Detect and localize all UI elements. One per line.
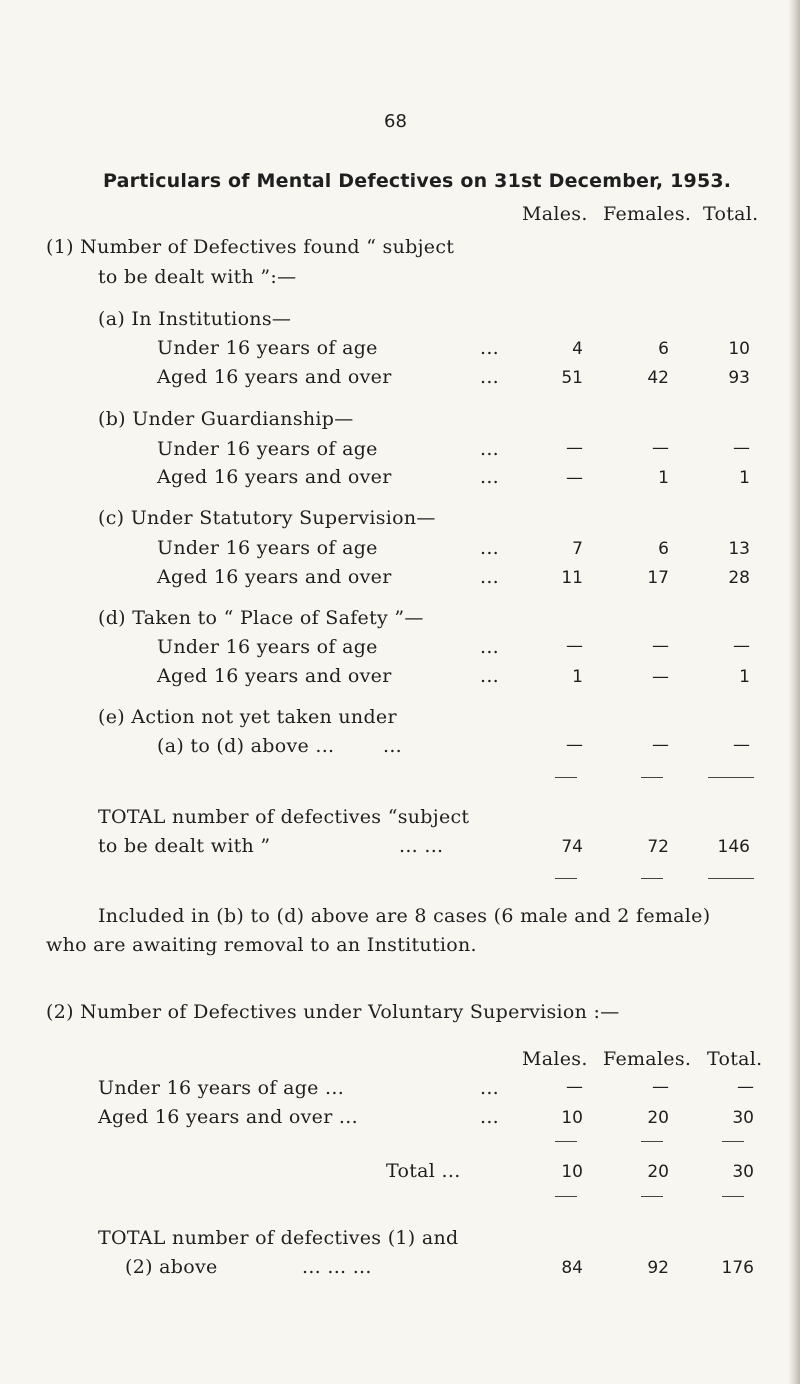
cell-males: 1 — [572, 667, 583, 687]
subsection-d-heading: (d) Taken to “ Place of Safety ”— — [98, 607, 424, 629]
cell-males: — — [566, 1077, 583, 1097]
cell-females: 6 — [658, 539, 669, 559]
sum-rule — [555, 1141, 577, 1142]
sum-rule — [641, 1141, 663, 1142]
cell-total: — — [733, 438, 750, 458]
cell-males: 10 — [561, 1162, 583, 1182]
sum-rule — [555, 777, 577, 778]
sum-rule — [641, 878, 663, 879]
cell-females: 92 — [647, 1258, 669, 1278]
row-label: Under 16 years of age ... — [98, 1077, 345, 1099]
cell-females: 72 — [647, 837, 669, 857]
note-text: Included in (b) to (d) above are 8 cases (6 male and 2 female) — [98, 905, 711, 927]
cell-total: 28 — [728, 568, 750, 588]
cell-females: 20 — [647, 1108, 669, 1128]
page-edge-shadow — [788, 0, 800, 1384]
cell-males: — — [566, 636, 583, 656]
col-header-total: Total. — [703, 203, 759, 225]
cell-total: 1 — [739, 667, 750, 687]
section1-heading-cont: to be dealt with ”:— — [98, 266, 297, 288]
row-label: Under 16 years of age — [157, 636, 378, 658]
row-leader-dots: ... — [480, 537, 500, 559]
cell-males: — — [566, 735, 583, 755]
cell-females: — — [652, 636, 669, 656]
row-leader-dots: ... — [383, 735, 403, 757]
cell-females: 20 — [647, 1162, 669, 1182]
cell-females: 17 — [647, 568, 669, 588]
sum-rule — [641, 1196, 663, 1197]
sum-rule — [708, 777, 754, 778]
section2-total-label: Total ... — [386, 1160, 461, 1182]
row-label: Under 16 years of age — [157, 337, 378, 359]
cell-males: 11 — [561, 568, 583, 588]
row-leader-dots: ... — [480, 665, 500, 687]
cell-females: — — [652, 735, 669, 755]
row-label: (a) to (d) above ... — [157, 735, 335, 757]
cell-males: 51 — [561, 368, 583, 388]
cell-females: — — [652, 667, 669, 687]
row-leader-dots: ... ... — [399, 835, 444, 857]
page-title: Particulars of Mental Defectives on 31st December, 1953. — [103, 170, 732, 192]
section1-total-label: TOTAL number of defectives “subject — [98, 806, 470, 828]
sum-rule — [641, 777, 663, 778]
subsection-e-heading: (e) Action not yet taken under — [98, 706, 397, 728]
cell-total: — — [733, 735, 750, 755]
row-leader-dots: ... ... ... — [302, 1256, 372, 1278]
subsection-b-heading: (b) Under Guardianship— — [98, 408, 354, 430]
cell-males: 74 — [561, 837, 583, 857]
cell-total: 146 — [717, 837, 750, 857]
cell-males: 84 — [561, 1258, 583, 1278]
cell-total: 13 — [728, 539, 750, 559]
row-label: Aged 16 years and over — [157, 366, 392, 388]
section2-heading: (2) Number of Defectives under Voluntary Supervision :— — [46, 1001, 620, 1023]
cell-males: — — [566, 438, 583, 458]
row-leader-dots: ... — [480, 1077, 500, 1099]
row-leader-dots: ... — [480, 566, 500, 588]
cell-males: 7 — [572, 539, 583, 559]
sum-rule — [722, 1196, 744, 1197]
cell-males: 4 — [572, 339, 583, 359]
sum-rule — [708, 878, 754, 879]
page-number: 68 — [384, 111, 407, 132]
col-header-males: Males. — [522, 1048, 588, 1070]
cell-females: 6 — [658, 339, 669, 359]
cell-females: — — [652, 1077, 669, 1097]
row-leader-dots: ... — [480, 636, 500, 658]
cell-total: — — [737, 1077, 754, 1097]
col-header-females: Females. — [603, 203, 692, 225]
cell-total: 10 — [728, 339, 750, 359]
cell-females: 1 — [658, 468, 669, 488]
subsection-a-heading: (a) In Institutions— — [98, 308, 292, 330]
row-label: Aged 16 years and over — [157, 665, 392, 687]
col-header-total: Total. — [707, 1048, 763, 1070]
row-label: Aged 16 years and over — [157, 566, 392, 588]
cell-females: 42 — [647, 368, 669, 388]
row-leader-dots: ... — [480, 1106, 500, 1128]
cell-males: 10 — [561, 1108, 583, 1128]
note-text-cont: who are awaiting removal to an Institution. — [46, 934, 477, 956]
grand-total-label-cont: (2) above — [125, 1256, 218, 1278]
row-leader-dots: ... — [480, 337, 500, 359]
cell-total: 93 — [728, 368, 750, 388]
row-leader-dots: ... — [480, 466, 500, 488]
sum-rule — [722, 1141, 744, 1142]
row-leader-dots: ... — [480, 366, 500, 388]
section1-heading: (1) Number of Defectives found “ subject — [46, 236, 455, 258]
cell-males: — — [566, 468, 583, 488]
cell-total: 30 — [732, 1162, 754, 1182]
cell-total: 30 — [732, 1108, 754, 1128]
cell-females: — — [652, 438, 669, 458]
subsection-c-heading: (c) Under Statutory Supervision— — [98, 507, 436, 529]
sum-rule — [555, 878, 577, 879]
cell-total: 1 — [739, 468, 750, 488]
row-label: Aged 16 years and over ... — [98, 1106, 358, 1128]
cell-total: — — [733, 636, 750, 656]
col-header-females: Females. — [603, 1048, 692, 1070]
col-header-males: Males. — [522, 203, 588, 225]
row-label: Under 16 years of age — [157, 537, 378, 559]
row-label: Aged 16 years and over — [157, 466, 392, 488]
row-leader-dots: ... — [480, 438, 500, 460]
row-label: Under 16 years of age — [157, 438, 378, 460]
sum-rule — [555, 1196, 577, 1197]
section1-total-label-cont: to be dealt with ” — [98, 835, 271, 857]
grand-total-label: TOTAL number of defectives (1) and — [98, 1227, 459, 1249]
cell-total: 176 — [721, 1258, 754, 1278]
